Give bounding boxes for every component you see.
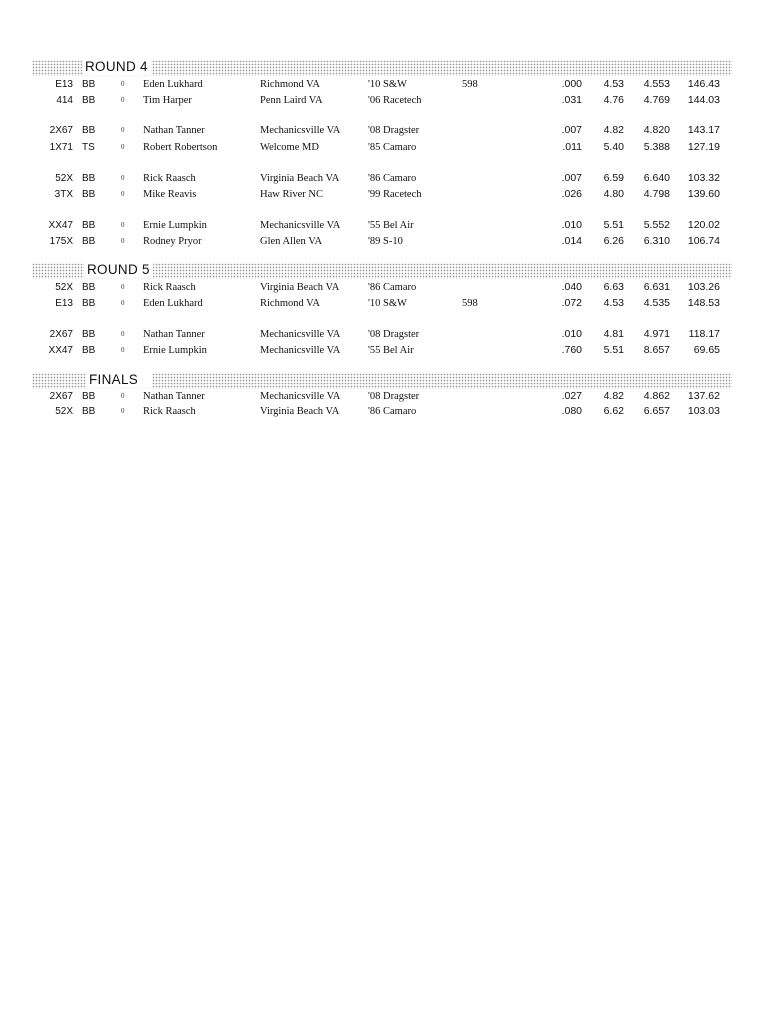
engine: 598 [462, 79, 478, 90]
dial-in: 4.53 [603, 297, 624, 309]
speed-mph: 137.62 [687, 390, 720, 402]
driver-name: Robert Robertson [143, 142, 218, 153]
elapsed-time: 4.769 [643, 94, 670, 106]
elapsed-time: 6.631 [643, 281, 670, 293]
reaction-time: .007 [561, 124, 582, 136]
speed-mph: 103.03 [687, 405, 720, 417]
class: TS [82, 142, 95, 153]
vehicle: '86 Camaro [368, 406, 417, 417]
vehicle: '10 S&W [368, 298, 407, 309]
result-row [0, 123, 783, 138]
class: BB [82, 79, 96, 90]
section-title: ROUND 5 [84, 261, 153, 278]
dial-in: 4.82 [603, 390, 624, 402]
result-row [0, 93, 783, 108]
result-row [0, 327, 783, 342]
mark: 0 [121, 143, 125, 151]
reaction-time: .010 [561, 219, 582, 231]
reaction-time: .040 [561, 281, 582, 293]
reaction-time: .014 [561, 235, 582, 247]
speed-mph: 139.60 [687, 188, 720, 200]
dial-in: 6.59 [603, 172, 624, 184]
class: BB [82, 406, 96, 417]
elapsed-time: 4.862 [643, 390, 670, 402]
result-row [0, 389, 783, 404]
speed-mph: 103.26 [687, 281, 720, 293]
vehicle: '86 Camaro [368, 282, 417, 293]
hometown: Mechanicsville VA [260, 329, 341, 340]
car-number: 52X [55, 173, 73, 184]
class: BB [82, 298, 96, 309]
reaction-time: .760 [561, 344, 582, 356]
result-row [0, 343, 783, 358]
hometown: Mechanicsville VA [260, 391, 341, 402]
elapsed-time: 8.657 [643, 344, 670, 356]
result-row [0, 187, 783, 202]
dial-in: 6.62 [603, 405, 624, 417]
class: BB [82, 125, 96, 136]
result-row [0, 140, 783, 155]
dial-in: 4.76 [603, 94, 624, 106]
driver-name: Eden Lukhard [143, 79, 203, 90]
elapsed-time: 6.640 [643, 172, 670, 184]
hometown: Virginia Beach VA [260, 282, 340, 293]
vehicle: '99 Racetech [368, 189, 422, 200]
driver-name: Ernie Lumpkin [143, 220, 207, 231]
vehicle: '55 Bel Air [368, 345, 414, 356]
dial-in: 6.63 [603, 281, 624, 293]
class: BB [82, 220, 96, 231]
hometown: Richmond VA [260, 298, 320, 309]
hometown: Mechanicsville VA [260, 345, 341, 356]
driver-name: Mike Reavis [143, 189, 197, 200]
speed-mph: 127.19 [687, 141, 720, 153]
car-number: 175X [49, 236, 73, 247]
car-number: 52X [55, 282, 73, 293]
mark: 0 [121, 237, 125, 245]
driver-name: Eden Lukhard [143, 298, 203, 309]
vehicle: '89 S-10 [368, 236, 403, 247]
reaction-time: .072 [561, 297, 582, 309]
class: BB [82, 236, 96, 247]
section-header [32, 60, 732, 76]
elapsed-time: 4.553 [643, 78, 670, 90]
elapsed-time: 5.552 [643, 219, 670, 231]
dial-in: 4.81 [603, 328, 624, 340]
result-row [0, 296, 783, 311]
car-number: XX47 [48, 345, 73, 356]
driver-name: Rick Raasch [143, 282, 196, 293]
section-header [32, 263, 732, 279]
car-number: E13 [55, 298, 73, 309]
hometown: Glen Allen VA [260, 236, 323, 247]
speed-mph: 118.17 [688, 328, 720, 340]
hometown: Welcome MD [260, 142, 319, 153]
driver-name: Nathan Tanner [143, 329, 205, 340]
class: BB [82, 173, 96, 184]
mark: 0 [121, 346, 125, 354]
vehicle: '08 Dragster [368, 329, 420, 340]
mark: 0 [121, 174, 125, 182]
dial-in: 4.80 [603, 188, 624, 200]
class: BB [82, 95, 96, 106]
car-number: 52X [55, 406, 73, 417]
mark: 0 [121, 80, 125, 88]
dial-in: 6.26 [603, 235, 624, 247]
mark: 0 [121, 190, 125, 198]
elapsed-time: 4.798 [643, 188, 670, 200]
car-number: 2X67 [49, 125, 73, 136]
mark: 0 [121, 283, 125, 291]
hometown: Haw River NC [260, 189, 323, 200]
section-header [32, 373, 732, 389]
speed-mph: 143.17 [687, 124, 720, 136]
dial-in: 4.53 [603, 78, 624, 90]
class: BB [82, 189, 96, 200]
class: BB [82, 345, 96, 356]
result-row [0, 77, 783, 92]
reaction-time: .026 [561, 188, 582, 200]
reaction-time: .027 [561, 390, 582, 402]
result-row [0, 218, 783, 233]
driver-name: Ernie Lumpkin [143, 345, 207, 356]
vehicle: '85 Camaro [368, 142, 417, 153]
car-number: 2X67 [49, 329, 73, 340]
class: BB [82, 391, 96, 402]
reaction-time: .007 [561, 172, 582, 184]
class: BB [82, 329, 96, 340]
speed-mph: 120.02 [687, 219, 720, 231]
reaction-time: .000 [561, 78, 582, 90]
elapsed-time: 6.657 [643, 405, 670, 417]
mark: 0 [121, 299, 125, 307]
result-row [0, 280, 783, 295]
result-row [0, 171, 783, 186]
driver-name: Rick Raasch [143, 173, 196, 184]
section-title: FINALS [86, 371, 152, 388]
hometown: Mechanicsville VA [260, 125, 341, 136]
speed-mph: 103.32 [687, 172, 720, 184]
driver-name: Nathan Tanner [143, 391, 205, 402]
dial-in: 4.82 [603, 124, 624, 136]
dial-in: 5.51 [603, 344, 624, 356]
driver-name: Rodney Pryor [143, 236, 202, 247]
mark: 0 [121, 96, 125, 104]
hometown: Virginia Beach VA [260, 406, 340, 417]
vehicle: '86 Camaro [368, 173, 417, 184]
mark: 0 [121, 126, 125, 134]
speed-mph: 106.74 [687, 235, 720, 247]
elapsed-time: 6.310 [643, 235, 670, 247]
section-title: ROUND 4 [82, 58, 151, 75]
hometown: Richmond VA [260, 79, 320, 90]
dial-in: 5.40 [603, 141, 624, 153]
driver-name: Tim Harper [143, 95, 192, 106]
vehicle: '10 S&W [368, 79, 407, 90]
car-number: 414 [56, 95, 73, 106]
engine: 598 [462, 298, 478, 309]
car-number: E13 [55, 79, 73, 90]
result-row [0, 404, 783, 419]
speed-mph: 144.03 [687, 94, 720, 106]
elapsed-time: 4.820 [643, 124, 670, 136]
car-number: XX47 [48, 220, 73, 231]
vehicle: '55 Bel Air [368, 220, 414, 231]
elapsed-time: 4.971 [643, 328, 670, 340]
car-number: 1X71 [49, 142, 73, 153]
driver-name: Rick Raasch [143, 406, 196, 417]
elapsed-time: 5.388 [643, 141, 670, 153]
hometown: Penn Laird VA [260, 95, 323, 106]
result-row [0, 234, 783, 249]
mark: 0 [121, 392, 125, 400]
mark: 0 [121, 407, 125, 415]
elapsed-time: 4.535 [643, 297, 670, 309]
reaction-time: .011 [562, 141, 582, 153]
vehicle: '06 Racetech [368, 95, 422, 106]
mark: 0 [121, 330, 125, 338]
driver-name: Nathan Tanner [143, 125, 205, 136]
speed-mph: 69.65 [693, 344, 720, 356]
dial-in: 5.51 [603, 219, 624, 231]
car-number: 3TX [54, 189, 73, 200]
reaction-time: .031 [561, 94, 582, 106]
reaction-time: .010 [561, 328, 582, 340]
speed-mph: 148.53 [687, 297, 720, 309]
reaction-time: .080 [561, 405, 582, 417]
vehicle: '08 Dragster [368, 125, 420, 136]
speed-mph: 146.43 [687, 78, 720, 90]
mark: 0 [121, 221, 125, 229]
hometown: Virginia Beach VA [260, 173, 340, 184]
vehicle: '08 Dragster [368, 391, 420, 402]
car-number: 2X67 [49, 391, 73, 402]
hometown: Mechanicsville VA [260, 220, 341, 231]
class: BB [82, 282, 96, 293]
